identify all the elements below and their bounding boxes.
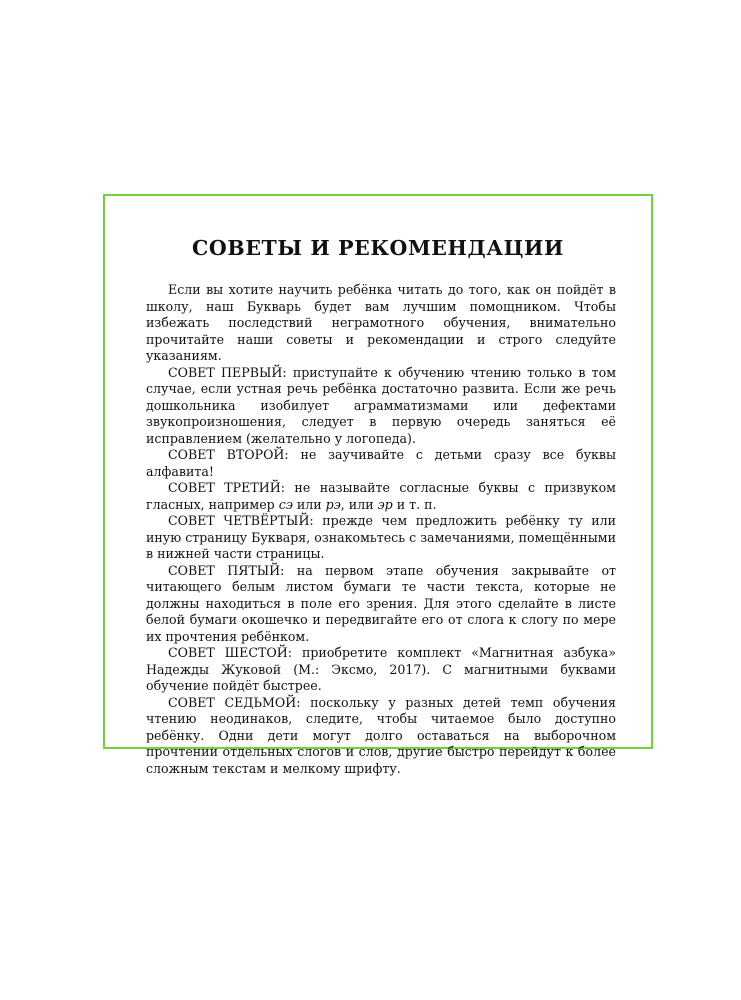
tip-sixth bbox=[146, 645, 616, 695]
tip-fifth bbox=[146, 563, 616, 646]
tip-text: приступайте к обучению чтению только в том случае, если устная речь ребёнка достаточно развита. Если же речь дошкольника изобилует аграмматизмами или дефектами звукопроизношения, следует в первую очередь заняться её исправлением (желательно у логопеда). bbox=[146, 364, 616, 446]
tip-text: не заучивайте с детьми сразу все буквы алфавита! bbox=[146, 447, 616, 479]
tip-text: , или bbox=[340, 496, 378, 512]
tip-fourth bbox=[146, 513, 616, 563]
tip-text: приобретите комплект «Магнитная азбука» Надежды Жуковой (М.: Эксмо, 2017). С магнитными буквами обучение пойдёт быстрее. bbox=[146, 645, 616, 693]
page-title: СОВЕТЫ И РЕКОМЕНДАЦИИ bbox=[192, 236, 564, 260]
tip-text: прежде чем предложить ребёнку ту или иную страницу Букваря, ознакомьтесь с замечаниями, помещёнными в нижней части страницы. bbox=[146, 513, 617, 561]
tip-heading: СОВЕТ ШЕСТОЙ: bbox=[168, 645, 292, 660]
tip-text: и т. п. bbox=[392, 496, 437, 512]
tip-second bbox=[146, 447, 616, 480]
example-syllable: эр bbox=[377, 496, 393, 512]
tip-text: поскольку у разных детей темп обучения чтению неодинаков, следите, чтобы читаемое было доступно ребёнку. Одни дети могут долго оставаться на выборочном прочтении отдельных слогов и слов, другие быстро перейдут к более сложным текстам и мелкому шрифту. bbox=[146, 694, 616, 776]
tip-text: или bbox=[292, 496, 326, 512]
tip-seventh bbox=[146, 695, 616, 778]
tip-first bbox=[146, 365, 616, 448]
example-syllable: рэ bbox=[325, 496, 341, 512]
tip-text: не называйте согласные буквы с призвуком гласных, например bbox=[146, 480, 616, 512]
tip-third bbox=[146, 480, 616, 513]
tip-text: на первом этапе обучения закрывайте от читающего белым листом бумаги те части текста, которые не должны находиться в поле его зрения. Для этого сделайте в листе белой бумаги окошечко и передвигайте его от слога к слогу по мере их прочтения ребёнком. bbox=[146, 562, 616, 644]
example-syllable: сэ bbox=[278, 496, 293, 512]
tip-heading: СОВЕТ ЧЕТВЁРТЫЙ: bbox=[168, 513, 314, 528]
tip-heading: СОВЕТ ПЯТЫЙ: bbox=[168, 562, 285, 578]
intro-paragraph: Если вы хотите научить ребёнка читать до того, как он пойдёт в школу, наш Букварь будет вам лучшим помощником. Чтобы избежать последствий неграмотного обучения, внимательно прочитайте наши советы и рекомендации и строго следуйте указаниям. bbox=[146, 282, 616, 363]
tip-heading: СОВЕТ ТРЕТИЙ: bbox=[168, 480, 285, 495]
tip-heading: СОВЕТ СЕДЬМОЙ: bbox=[168, 694, 301, 710]
tip-heading: СОВЕТ ПЕРВЫЙ: bbox=[168, 364, 287, 380]
tips-frame bbox=[103, 194, 653, 776]
tip-heading: СОВЕТ ВТОРОЙ: bbox=[168, 447, 289, 462]
tips-content bbox=[146, 282, 616, 777]
